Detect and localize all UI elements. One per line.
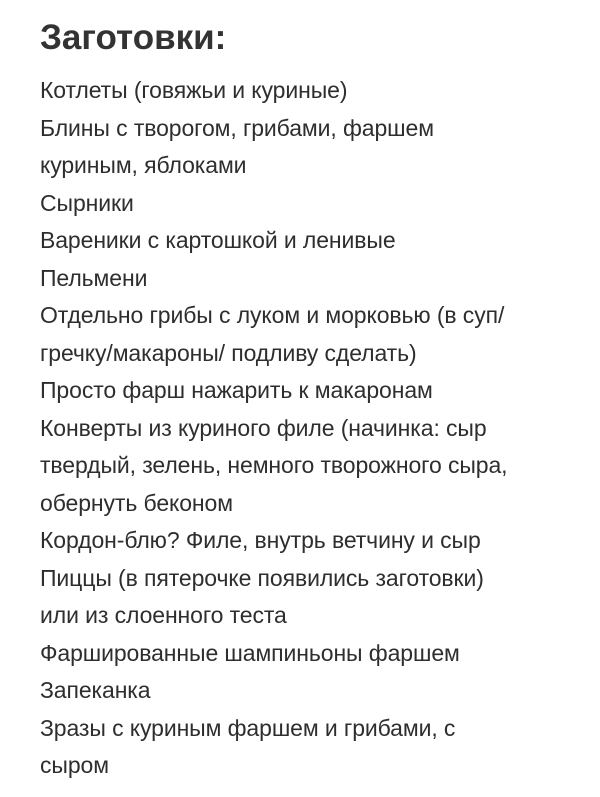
note-title: Заготовки: bbox=[40, 18, 227, 57]
list-line: Фаршированные шампиньоны фаршем bbox=[40, 639, 460, 666]
list-line: Блины с творогом, грибами, фаршем bbox=[40, 114, 434, 141]
list-line: сыром bbox=[40, 752, 109, 778]
list-line: обернуть беконом bbox=[40, 489, 233, 516]
prep-list bbox=[40, 72, 585, 785]
list-line: Зразы с куриным фаршем и грибами, с bbox=[40, 714, 456, 741]
list-line: Пиццы (в пятерочке появились заготовки) bbox=[40, 564, 484, 591]
list-line: куриным, яблоками bbox=[40, 152, 247, 178]
list-line: Котлеты (говяжьи и куриные) bbox=[40, 77, 348, 103]
list-line: гречку/макароны/ подливу сделать) bbox=[40, 339, 417, 366]
list-line: или из слоенного теста bbox=[40, 602, 287, 628]
list-line: Сырники bbox=[40, 189, 134, 216]
list-line: Отдельно грибы с луком и морковью (в суп/ bbox=[40, 302, 505, 328]
list-line: твердый, зелень, немного творожного сыра, bbox=[40, 452, 508, 478]
list-line: Конверты из куриного филе (начинка: сыр bbox=[40, 414, 487, 441]
list-line: Запеканка bbox=[40, 677, 151, 703]
list-line: Просто фарш нажарить к макаронам bbox=[40, 377, 433, 403]
list-line: Кордон-блю? Филе, внутрь ветчину и сыр bbox=[40, 527, 481, 553]
list-line: Вареники с картошкой и ленивые bbox=[40, 227, 396, 253]
list-line: Пельмени bbox=[40, 264, 148, 291]
